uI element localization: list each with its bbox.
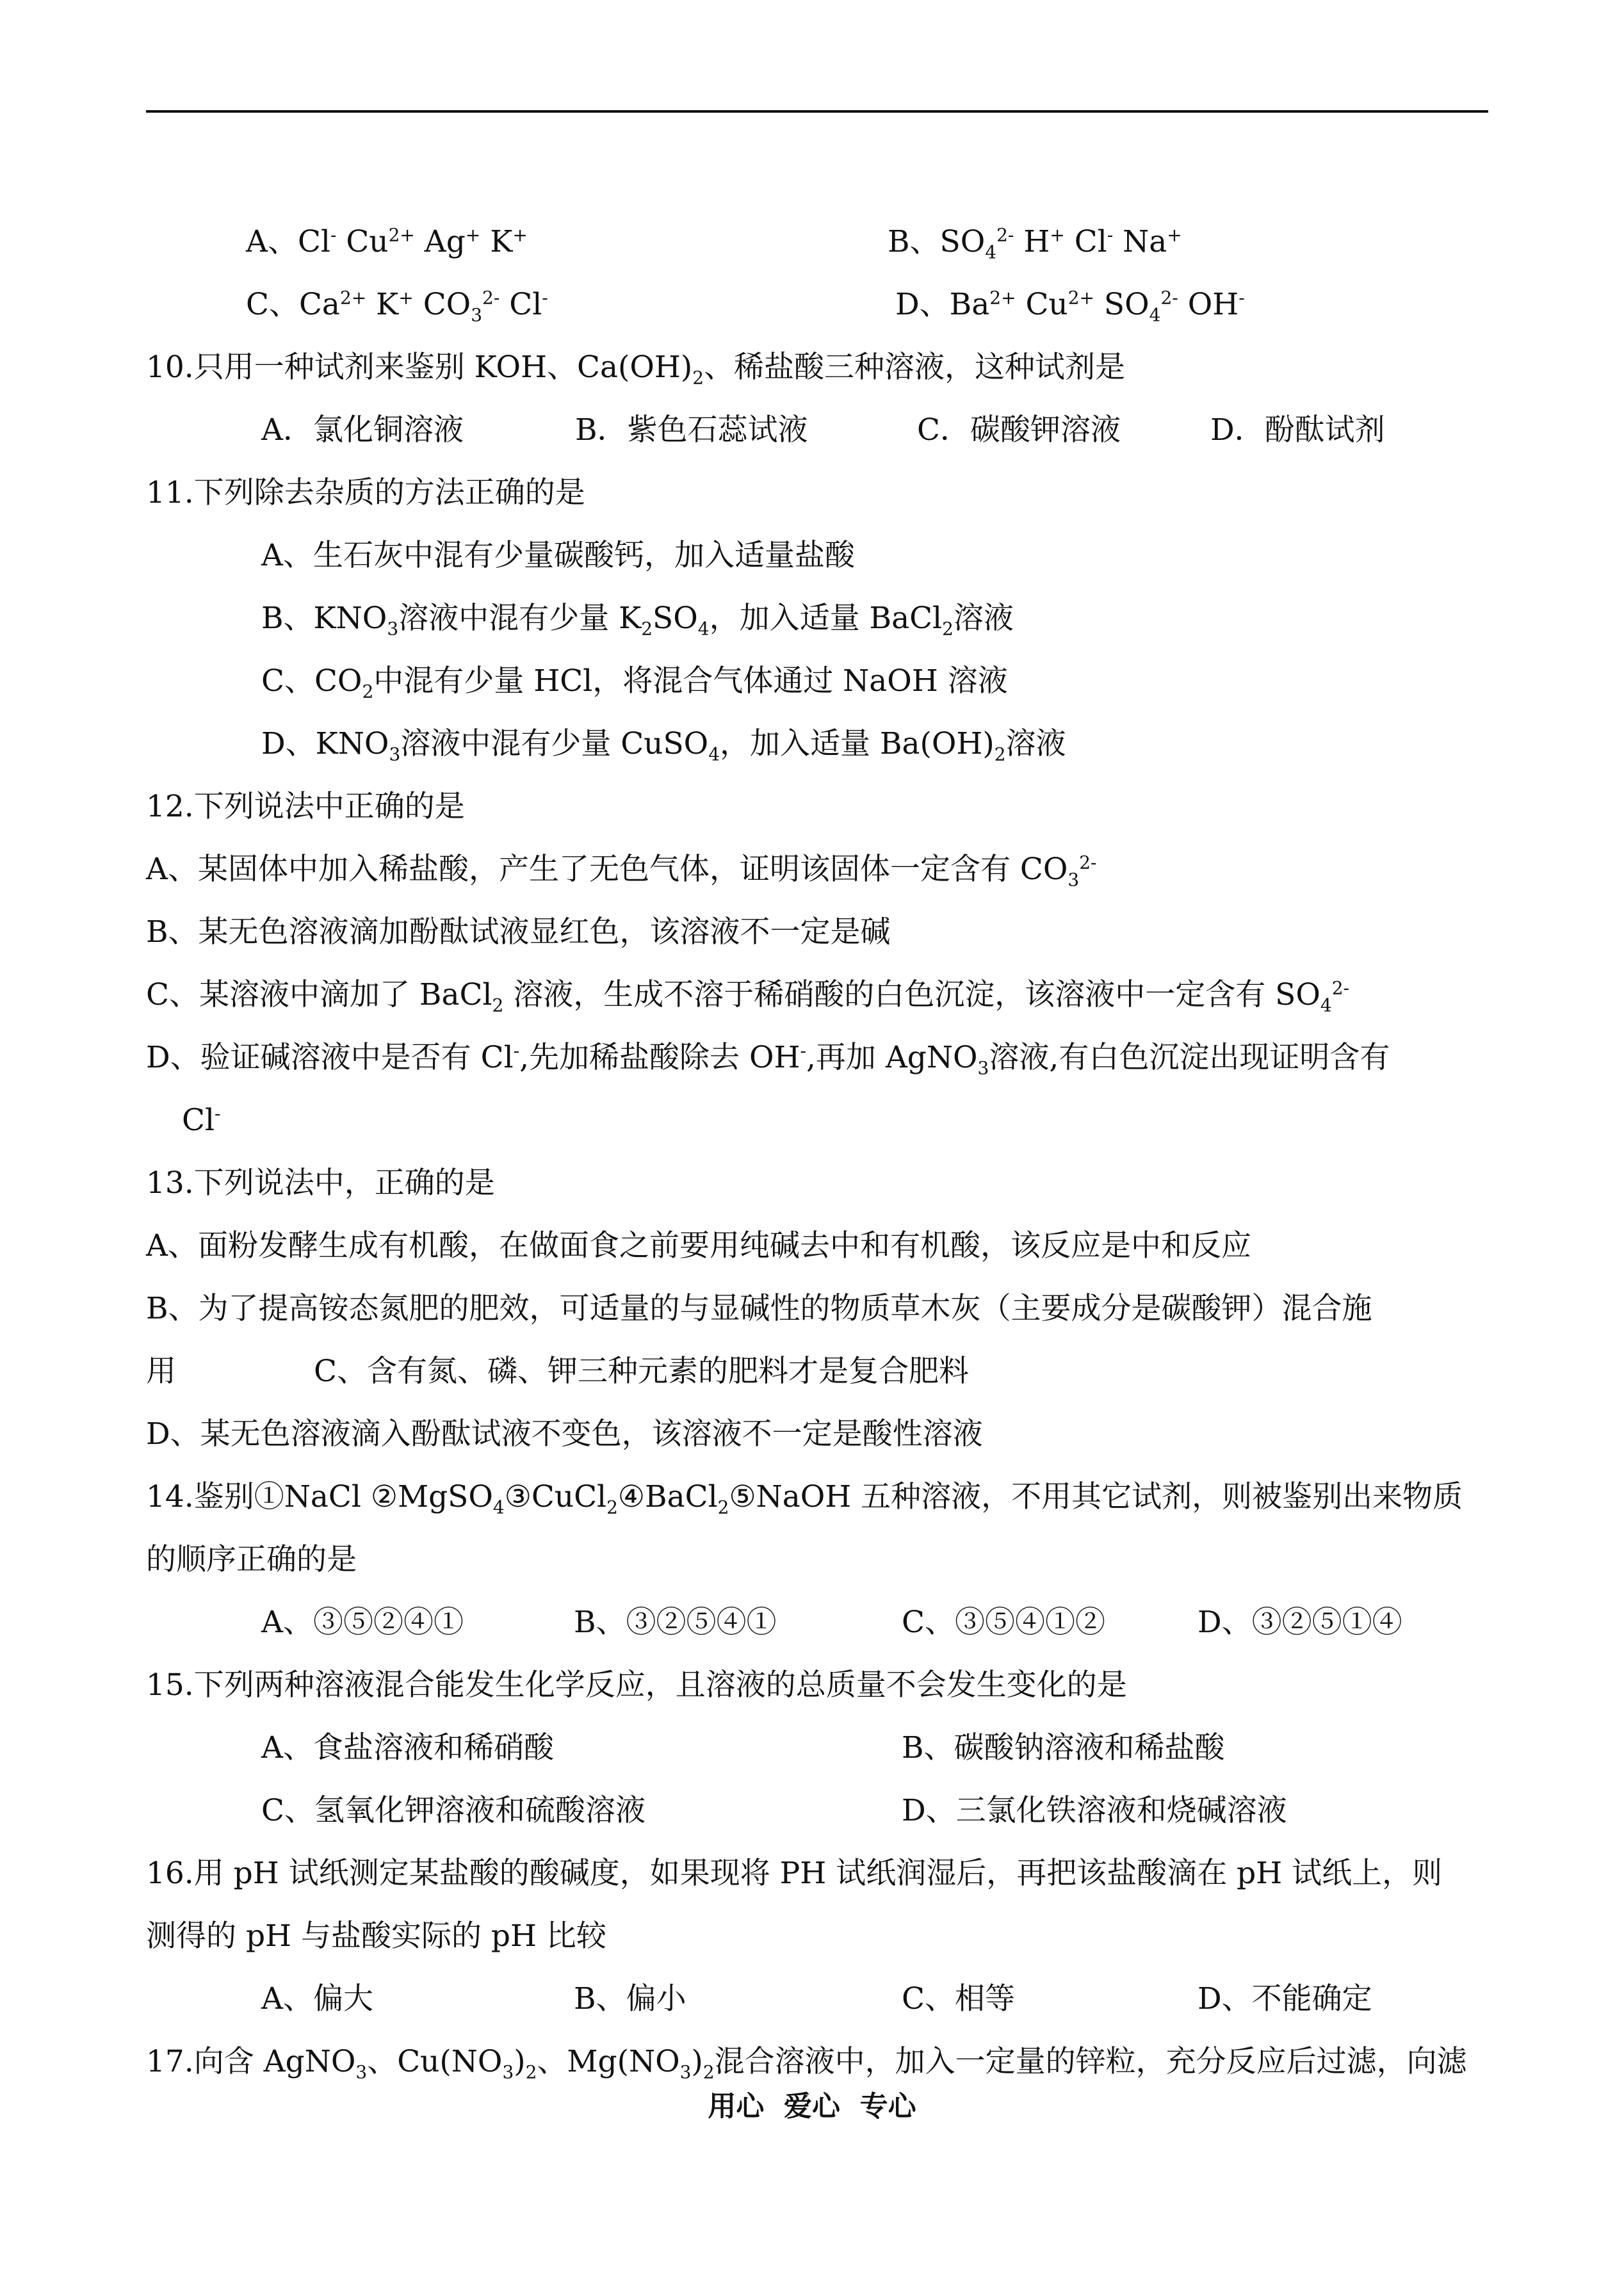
q14-option-c: C、③⑤④①② <box>902 1605 1105 1640</box>
q14-stem: 14.鉴别①NaCl ②MgSO$_4$③CuCl$_2$④BaCl$_2$⑤NaOH 五种溶液，不用其它试剂，则被鉴别出来物质 <box>146 1479 1463 1518</box>
q12-option-c: C、某溶液中滴加了 BaCl$_2$ 溶液，生成不溶于稀硝酸的白色沉淀，该溶液中一定含有 $SO_4^{2-}$ <box>146 977 1350 1016</box>
q10-option-b: B．紫色石蕊试液 <box>575 412 808 448</box>
q12-option-d: D、验证碱溶液中是否有 Cl-,先加稀盐酸除去 OH-,再加 AgNO$_3$溶液,有白色沉淀出现证明含有 <box>146 1040 1390 1079</box>
q12-option-b: B、某无色溶液滴加酚酞试液显红色，该溶液不一定是碱 <box>146 914 891 950</box>
q17-stem: 17.向含 AgNO$_3$、$Cu(NO_3)_2$、$Mg(NO_3)_2$混合溶液中，加入一定量的锌粒，充分反应后过滤，向滤 <box>146 2044 1467 2083</box>
q9-option-b: B、$SO_4^{2-}$ H+ Cl- Na+ <box>888 224 1182 263</box>
q15-stem: 15.下列两种溶液混合能发生化学反应，且溶液的总质量不会发生变化的是 <box>146 1667 1127 1703</box>
q12-option-a: A、某固体中加入稀盐酸，产生了无色气体，证明该固体一定含有 $CO_3^{2-}$ <box>146 852 1097 891</box>
q16-option-c: C、相等 <box>902 1981 1015 2016</box>
q11-option-b: B、$KNO_3$溶液中混有少量 $K_2SO_4$，加入适量 BaCl$_2$溶液 <box>261 601 1014 640</box>
q11-option-a: A、生石灰中混有少量碳酸钙，加入适量盐酸 <box>261 538 855 573</box>
q15-option-c: C、氢氧化钾溶液和硫酸溶液 <box>261 1793 646 1828</box>
q14-option-a: A、③⑤②④① <box>261 1605 464 1640</box>
q11-option-c: C、$CO_2$中混有少量 HCl，将混合气体通过 NaOH 溶液 <box>261 663 1008 702</box>
q11-stem: 11.下列除去杂质的方法正确的是 <box>146 475 585 510</box>
q14-stem-cont: 的顺序正确的是 <box>146 1542 357 1577</box>
q13-option-c: C、含有氮、磷、钾三种元素的肥料才是复合肥料 <box>314 1354 969 1389</box>
q15-option-d: D、三氯化铁溶液和烧碱溶液 <box>902 1793 1287 1828</box>
q9-option-c: C、$Ca^{2+}$ K+ $CO_3^{2-}$ Cl- <box>246 287 548 326</box>
q16-option-a: A、偏大 <box>261 1981 373 2016</box>
q10-option-d: D．酚酞试剂 <box>1210 412 1385 448</box>
q13-stem: 13.下列说法中，正确的是 <box>146 1165 495 1201</box>
q9-option-d: D、$Ba^{2+}$ $Cu^{2+}$ $SO_4^{2-}$ OH- <box>895 287 1245 326</box>
q15-option-a: A、食盐溶液和稀硝酸 <box>261 1730 554 1765</box>
q15-option-b: B、碳酸钠溶液和稀盐酸 <box>902 1730 1225 1765</box>
q16-option-b: B、偏小 <box>574 1981 686 2016</box>
q12-option-d-cont: Cl- <box>182 1103 221 1138</box>
q14-option-b: B、③②⑤④① <box>574 1605 777 1640</box>
q12-stem: 12.下列说法中正确的是 <box>146 789 465 824</box>
q11-option-d: D、$KNO_3$溶液中混有少量 CuSO$_4$，加入适量 $Ba(OH)_2$溶液 <box>261 726 1066 765</box>
q10-option-c: C．碳酸钾溶液 <box>917 412 1121 448</box>
q16-option-d: D、不能确定 <box>1198 1981 1372 2016</box>
q13-option-b-cont: 用 <box>146 1354 176 1389</box>
q10-stem: 10.只用一种试剂来鉴别 KOH、$Ca(OH)_2$、稀盐酸三种溶液，这种试剂是 <box>146 350 1126 389</box>
q16-stem-cont: 测得的 pH 与盐酸实际的 pH 比较 <box>146 1918 606 1954</box>
q13-option-d: D、某无色溶液滴入酚酞试液不变色，该溶液不一定是酸性溶液 <box>146 1416 983 1452</box>
q13-option-a: A、面粉发酵生成有机酸，在做面食之前要用纯碱去中和有机酸，该反应是中和反应 <box>146 1228 1251 1263</box>
q13-option-b: B、为了提高铵态氮肥的肥效，可适量的与显碱性的物质草木灰（主要成分是碳酸钾）混合施 <box>146 1291 1372 1326</box>
q16-stem: 16.用 pH 试纸测定某盐酸的酸碱度，如果现将 PH 试纸润湿后，再把该盐酸滴在 pH 试纸上，则 <box>146 1856 1443 1891</box>
page-footer: 用心 爱心 专心 <box>708 2090 916 2123</box>
q14-option-d: D、③②⑤①④ <box>1198 1605 1402 1640</box>
q9-option-a: A、Cl- $Cu^{2+}$ Ag+ K+ <box>246 224 528 259</box>
header-rule <box>146 110 1488 113</box>
q10-option-a: A．氯化铜溶液 <box>261 412 464 448</box>
